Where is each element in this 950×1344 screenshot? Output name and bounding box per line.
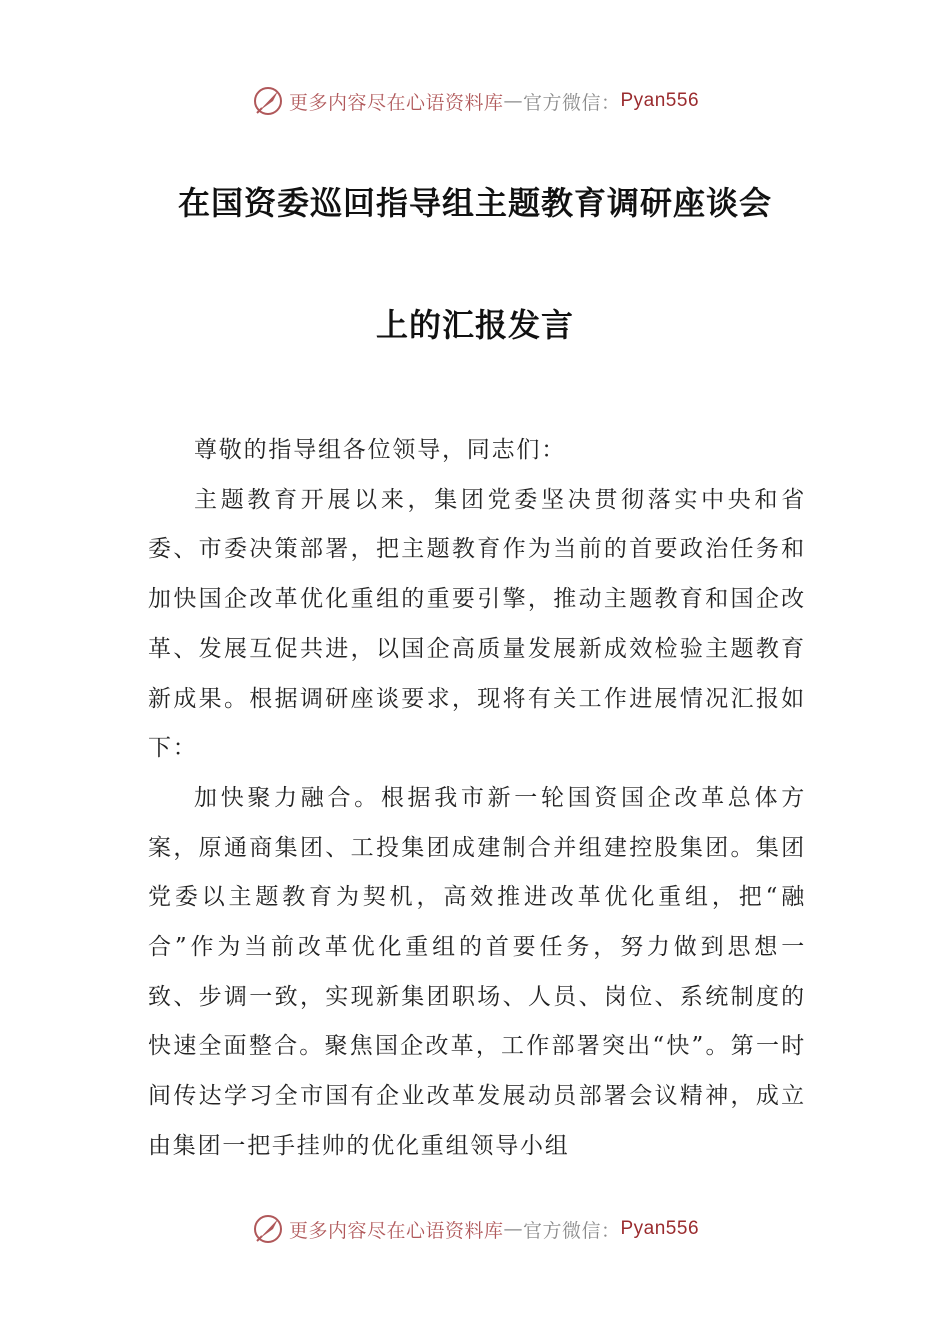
watermark-dash: — [503,90,523,112]
body-paragraph: 主题教育开展以来，集团党委坚决贯彻落实中央和省委、市委决策部署，把主题教育作为当前的首要政治任务和加快国企改革优化重组的重要引擎，推动主题教育和国企改革、发展互促共进，以国企高质量发展新成效检验主题教育新成果。根据调研座谈要求，现将有关工作进展情况汇报如下： [148,486,806,762]
salutation-paragraph: 尊敬的指导组各位领导，同志们： [194,437,566,463]
document-body [148,426,806,1172]
watermark-wechat-id: Pyan556 [620,1218,700,1239]
quill-logo-icon [251,84,285,118]
header-watermark [0,84,950,118]
watermark-dash: — [503,1218,523,1240]
document-title-line1: 在国资委巡回指导组主题教育调研座谈会 [177,184,772,222]
quill-logo-icon [251,1212,285,1246]
watermark-wechat-id: Pyan556 [620,90,700,111]
watermark-site-text: 更多内容尽在心语资料库 [288,1219,504,1242]
body-paragraph: 加快聚力融合。根据我市新一轮国资国企改革总体方案，原通商集团、工投集团成建制合并组建控股集团。集团党委以主题教育为契机，高效推进改革优化重组，把“融合”作为当前改革优化重组的首要任务，努力做到思想一致、步调一致，实现新集团职场、人员、岗位、系统制度的快速全面整合。聚焦国企改革，工作部署突出“快”。第一时间传达学习全市国有企业改革发展动员部署会议精神，成立由集团一把手挂帅的优化重组领导小组 [148,784,806,1159]
watermark-site-text: 更多内容尽在心语资料库 [288,91,504,114]
watermark-wechat-label: 官方微信： [522,91,621,114]
watermark-wechat-label: 官方微信： [522,1219,621,1242]
footer-watermark [0,1212,950,1246]
document-title-line2: 上的汇报发言 [375,306,574,344]
